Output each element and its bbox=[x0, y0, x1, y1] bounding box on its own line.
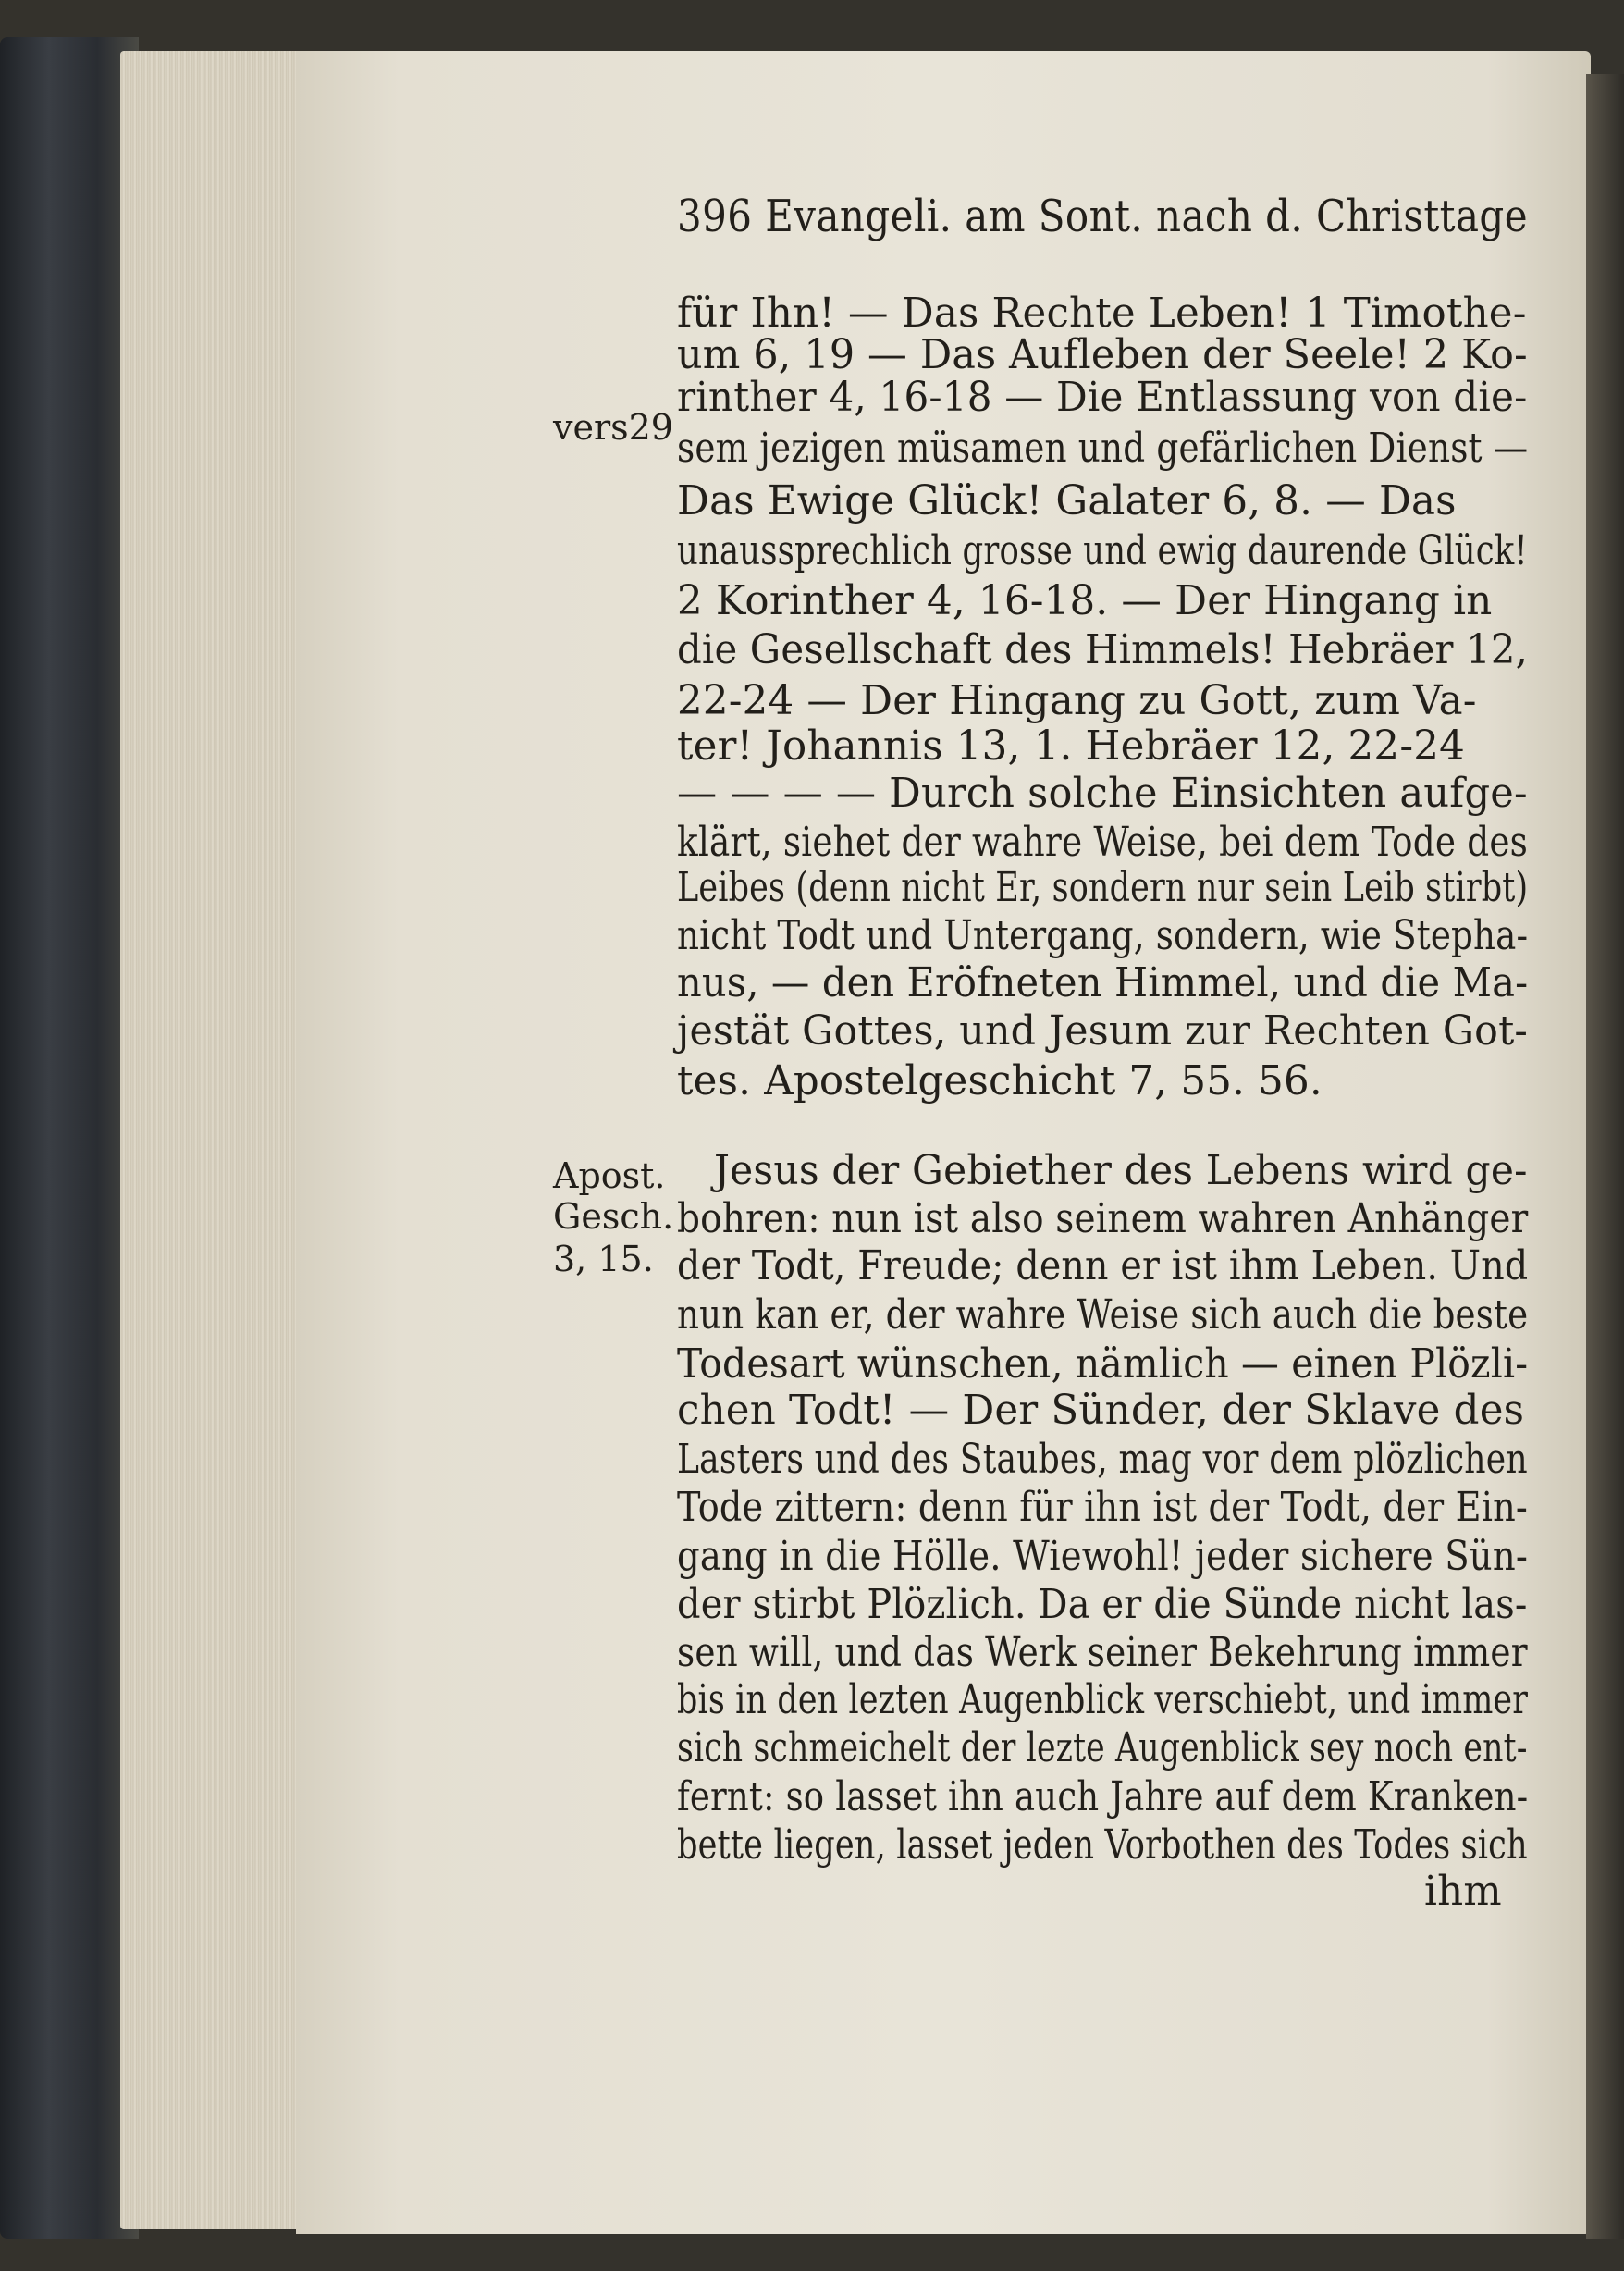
text-line: nicht Todt und Untergang, sondern, wie Stepha- bbox=[677, 913, 1529, 959]
text-line: 2 Korinther 4, 16-18. — Der Hingang in bbox=[677, 578, 1493, 624]
text-line: jestät Gottes, und Jesum zur Rechten Got- bbox=[677, 1008, 1529, 1055]
book-cover bbox=[0, 37, 139, 2239]
text-line: Das Ewige Glück! Galater 6, 8. — Das bbox=[677, 478, 1457, 525]
margin-note-gesch: Gesch. bbox=[553, 1196, 674, 1237]
text-line: rinther 4, 16-18 — Die Entlassung von die- bbox=[677, 375, 1528, 421]
text-line: sen will, und das Werk seiner Bekehrung immer bbox=[677, 1630, 1528, 1676]
text-line: für Ihn! — Das Rechte Leben! 1 Timothe- bbox=[677, 290, 1527, 337]
text-line: um 6, 19 — Das Aufleben der Seele! 2 Ko- bbox=[677, 332, 1528, 378]
text-line: Tode zittern: denn für ihn ist der Todt, der Ein- bbox=[677, 1485, 1528, 1531]
text-line: gang in die Hölle. Wiewohl! jeder sichere Sün- bbox=[677, 1534, 1529, 1580]
text-line: chen Todt! — Der Sünder, der Sklave des bbox=[677, 1388, 1525, 1434]
text-line: bette liegen, lasset jeden Vorbothen des Todes sich bbox=[677, 1822, 1528, 1869]
text-line: nun kan er, der wahre Weise sich auch die beste bbox=[677, 1292, 1529, 1339]
text-line: der Todt, Freude; denn er ist ihm Leben. Und bbox=[677, 1243, 1529, 1290]
margin-note-verse: vers29 bbox=[553, 407, 673, 448]
margin-note-reference: 3, 15. bbox=[553, 1239, 654, 1279]
catchword: ihm bbox=[1424, 1869, 1502, 1915]
text-line: — — — — Durch solche Einsichten aufge- bbox=[677, 771, 1528, 817]
text-line: Lasters und des Staubes, mag vor dem plözlichen bbox=[677, 1437, 1528, 1483]
text-line: Jesus der Gebiether des Lebens wird ge- bbox=[714, 1148, 1528, 1194]
next-page-edge bbox=[1586, 74, 1624, 2239]
text-line: bis in den lezten Augenblick verschiebt, und immer bbox=[677, 1677, 1529, 1723]
text-line: sich schmeichelt der lezte Augenblick sey noch ent- bbox=[677, 1725, 1528, 1771]
text-line: tes. Apostelgeschicht 7, 55. 56. bbox=[677, 1058, 1323, 1105]
margin-note-apost: Apost. bbox=[553, 1155, 666, 1196]
text-line: 22-24 — Der Hingang zu Gott, zum Va- bbox=[677, 678, 1477, 724]
text-line: klärt, siehet der wahre Weise, bei dem Tode des bbox=[677, 820, 1529, 866]
text-line: fernt: so lasset ihn auch Jahre auf dem Kranken- bbox=[677, 1774, 1529, 1821]
text-line: die Gesellschaft des Himmels! Hebräer 12, bbox=[677, 627, 1529, 673]
text-line: nus, — den Eröfneten Himmel, und die Ma- bbox=[677, 960, 1529, 1006]
text-line: ter! Johannis 13, 1. Hebräer 12, 22-24 bbox=[677, 723, 1465, 770]
text-line: Todesart wünschen, nämlich — einen Plözli- bbox=[677, 1341, 1529, 1388]
text-line: bohren: nun ist also seinem wahren Anhänger bbox=[677, 1196, 1529, 1242]
text-line: der stirbt Plözlich. Da er die Sünde nicht las- bbox=[677, 1582, 1528, 1628]
text-line: unaussprechlich grosse und ewig daurende Glück! bbox=[677, 528, 1528, 574]
running-header: 396 Evangeli. am Sont. nach d. Christtage bbox=[677, 191, 1529, 242]
text-line: sem jezigen müsamen und gefärlichen Dienst — bbox=[677, 426, 1529, 472]
text-line: Leibes (denn nicht Er, sondern nur sein Leib stirbt) bbox=[677, 865, 1529, 911]
